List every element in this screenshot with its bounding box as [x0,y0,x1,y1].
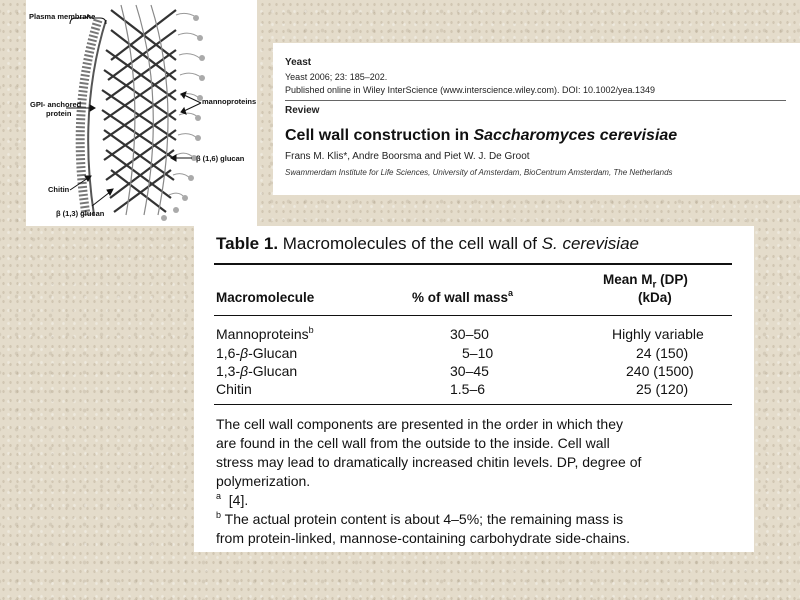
row-beta13-glucan-mass: 30–45 [450,363,489,379]
authors: Frans M. Klis*, Andre Boorsma and Piet W. J. De Groot [285,151,530,162]
row-chitin-mass: 1.5–6 [450,381,486,397]
table-header-rule [214,315,732,316]
col-header-mr: Mean $M_r$ (DP) [603,272,688,291]
title-species: Saccharomyces cerevisiae [473,127,678,144]
col-header-mass: % of wall mass$^a$ [412,288,514,305]
row-beta13-glucan-mr: 240 (1500) [626,363,694,379]
table-title-text: Macromolecules of the cell wall of [278,234,542,253]
label-beta13-glucan: β (1,3) glucan [56,209,105,218]
label-gpi-protein-line1: GPI- anchored [30,100,82,109]
table-title-species: S. cerevisiae [541,234,639,253]
published-online: Published online in Wiley InterScience (www.interscience.wiley.com). DOI: 10.1002/yea.1349 [285,85,656,95]
header-rule [285,100,786,101]
row-beta16-glucan-name: 1,6-β-Glucan [216,345,298,361]
citation: Yeast 2006; 23: 185–202. [285,72,388,82]
row-mannoproteins-mr: Highly variable [612,326,704,342]
table-footnote-b-line1: $^b$ The actual protein content is about 4–5%; the remaining mass is [216,510,624,527]
table-top-rule [214,263,732,265]
row-beta16-glucan-mass: 5–10 [462,345,494,361]
table-note-line3: stress may lead to dramatically increased chitin levels. DP, degree of [216,454,642,470]
label-chitin: Chitin [48,185,70,194]
col-header-macromolecule: Macromolecule [216,290,315,305]
cell-wall-diagram [26,0,257,226]
section-label: Review [285,105,320,116]
table-note-line2: are found in the cell wall from the outside to the inside. Cell wall [216,435,610,451]
col-header-mr-units: (kDa) [638,290,672,305]
table-title [216,234,639,254]
row-beta13-glucan-name: 1,3-β-Glucan [216,363,298,379]
table-footnote-b-line2: from protein-linked, mannose-containing carbohydrate side-chains. [216,530,630,546]
row-chitin-mr: 25 (120) [636,381,689,397]
table-footnote-a: $^a$ [4]. [216,491,249,508]
affiliation: Swammerdam Institute for Life Sciences, University of Amsterdam, BioCentrum Amsterdam, The Netherlands [285,168,673,177]
label-mannoproteins: mannoproteins [202,97,257,106]
table-note-line1: The cell wall components are presented in the order in which they [216,416,623,432]
row-mannoproteins-name: Mannoproteins$^b$ [216,325,314,342]
row-mannoproteins-mass: 30–50 [450,326,489,342]
macromolecule-table [194,226,754,552]
article-title [285,127,677,145]
label-beta16-glucan: β (1,6) glucan [196,154,245,163]
table-note-line4: polymerization. [216,473,311,489]
row-chitin-name: Chitin [216,381,252,397]
title-plain: Cell wall construction in [285,127,474,144]
label-plasma-membrane: Plasma membrane [29,12,96,21]
row-beta16-glucan-mr: 24 (150) [636,345,689,361]
table-label: Table 1. [216,234,279,253]
label-gpi-protein-line2: protein [46,109,72,118]
table-bottom-rule [214,404,732,405]
journal-name: Yeast [285,57,312,68]
article-header [273,43,800,195]
